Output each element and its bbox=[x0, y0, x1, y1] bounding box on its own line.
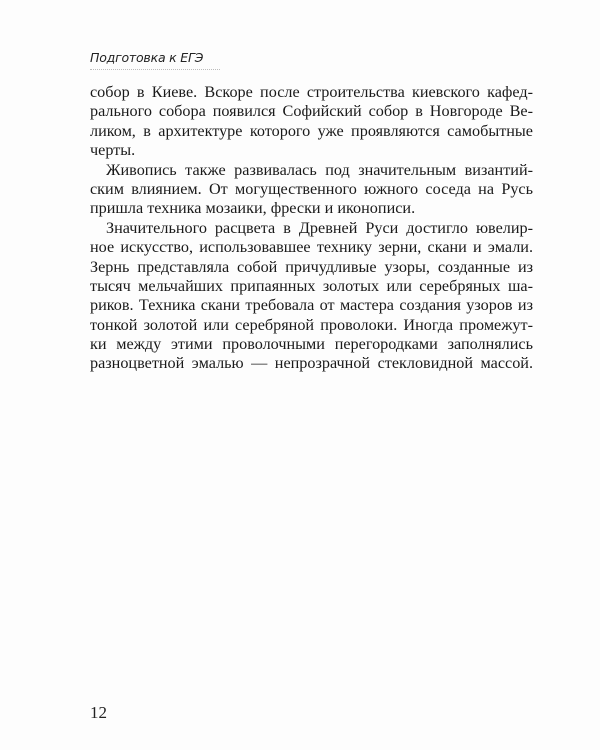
text-line: разноцветной эмалью — непрозрачной стекловидной массой. bbox=[90, 354, 533, 373]
header-divider bbox=[90, 69, 220, 70]
paragraph-first-line: Значительного расцвета в Древней Руси достигло ювелир- bbox=[106, 218, 533, 237]
text-line: черты. bbox=[90, 141, 136, 160]
text-line: собор в Киеве. Вскоре после строительства киевского кафед- bbox=[90, 83, 533, 101]
page-number: 12 bbox=[90, 703, 107, 722]
text-line: тонкой золотой или серебряной проволоки. Иногда промежут- bbox=[90, 315, 533, 334]
text-line: Зернь представляла собой причудливые узоры, созданные из bbox=[90, 257, 533, 276]
text-line: риков. Техника скани требовала от мастера создания узоров из bbox=[90, 296, 533, 315]
text-line: ное искусство, использовавшее технику зерни, скани и эмали. bbox=[90, 238, 533, 257]
paragraph-first-line: Живопись также развивалась под значительным византий- bbox=[106, 160, 533, 179]
body-text bbox=[90, 83, 533, 374]
text-line: ки между этими проволочными перегородками заполнялись bbox=[90, 335, 533, 354]
text-line: тысяч мельчайших припаянных золотых или серебряных ша- bbox=[90, 276, 533, 295]
text-line: пришла техника мозаики, фрески и иконописи. bbox=[90, 199, 416, 218]
text-line: ликом, в архитектуре которого уже проявляются самобытные bbox=[90, 121, 533, 140]
text-line: ским влиянием. От могущественного южного соседа на Русь bbox=[90, 179, 533, 198]
running-header: Подготовка к ЕГЭ bbox=[90, 50, 204, 65]
text-line: рального собора появился Софийский собор в Новгороде Ве- bbox=[90, 102, 533, 121]
